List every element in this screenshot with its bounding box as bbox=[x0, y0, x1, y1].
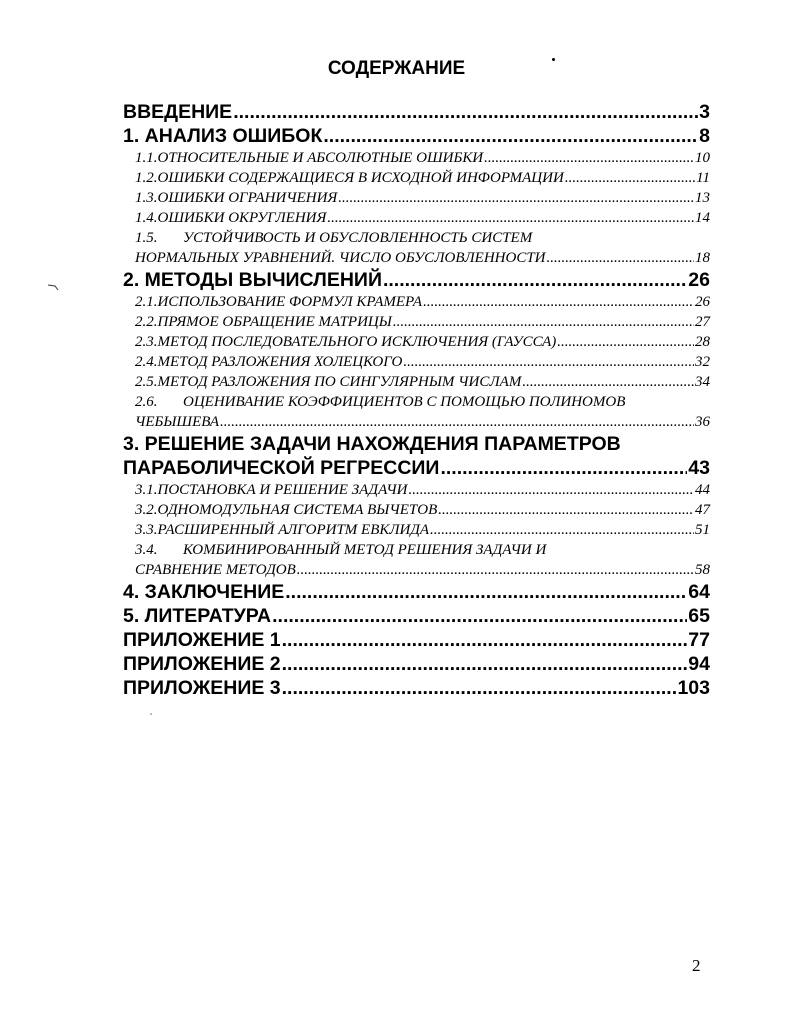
dot-leader bbox=[327, 208, 694, 228]
toc-entry-2-5[interactable] bbox=[123, 372, 710, 392]
toc-entry-label: 3. РЕШЕНИЕ ЗАДАЧИ НАХОЖДЕНИЯ ПАРАМЕТРОВ bbox=[123, 433, 621, 455]
dot-leader bbox=[282, 628, 688, 652]
toc-entry-3-4-line2[interactable] bbox=[123, 560, 710, 580]
toc-entry-label: ОШИБКИ СОДЕРЖАЩИЕСЯ В ИСХОДНОЙ ИНФОРМАЦИИ bbox=[157, 170, 564, 186]
toc-entry-page: 26 bbox=[688, 269, 710, 291]
toc-entry-3-1[interactable] bbox=[123, 480, 710, 500]
toc-entry-label: 4. ЗАКЛЮЧЕНИЕ bbox=[123, 581, 285, 603]
toc-entry-label: ПРИЛОЖЕНИЕ 1 bbox=[123, 629, 281, 651]
toc-entry-label: ПАРАБОЛИЧЕСКОЙ РЕГРЕССИИ bbox=[123, 457, 440, 479]
page-number: 2 bbox=[692, 956, 701, 975]
dot-leader bbox=[233, 100, 698, 124]
toc-entry-page: 64 bbox=[688, 581, 710, 603]
dot-leader bbox=[440, 456, 687, 480]
toc-entry-number: 3.4. bbox=[135, 542, 158, 558]
toc-entry-page: 28 bbox=[695, 334, 710, 350]
toc-entry-page: 34 bbox=[695, 374, 710, 390]
toc-entry-page: 32 bbox=[695, 354, 710, 370]
toc-entry-number: 1.2. bbox=[135, 170, 158, 186]
toc-entry-page: 14 bbox=[695, 210, 710, 226]
dot-leader bbox=[282, 652, 688, 676]
toc-entry-label: КОМБИНИРОВАННЫЙ МЕТОД РЕШЕНИЯ ЗАДАЧИ И bbox=[183, 542, 547, 558]
toc-entry-page: 44 bbox=[695, 482, 710, 498]
toc-entry-label: УСТОЙЧИВОСТЬ И ОБУСЛОВЛЕННОСТЬ СИСТЕМ bbox=[183, 230, 533, 246]
dot-leader bbox=[285, 580, 687, 604]
toc-entry-number: 2.3. bbox=[135, 334, 158, 350]
toc-entry-page: 13 bbox=[695, 190, 710, 206]
dot-leader bbox=[282, 676, 677, 700]
toc-entry-label: ПРЯМОЕ ОБРАЩЕНИЕ МАТРИЦЫ bbox=[157, 314, 392, 330]
toc-entry-section-5[interactable] bbox=[123, 604, 710, 628]
toc-entry-number: 2.1. bbox=[135, 294, 158, 310]
toc-entry-3-3[interactable] bbox=[123, 520, 710, 540]
toc-entry-label: ПРИЛОЖЕНИЕ 3 bbox=[123, 677, 281, 699]
toc-entry-appendix-1[interactable] bbox=[123, 628, 710, 652]
toc-entry-section-2[interactable] bbox=[123, 268, 710, 292]
toc-entry-page: 77 bbox=[688, 629, 710, 651]
toc-entry-label: ОДНОМОДУЛЬНАЯ СИСТЕМА ВЫЧЕТОВ bbox=[157, 502, 438, 518]
toc-entry-label: 2. МЕТОДЫ ВЫЧИСЛЕНИЙ bbox=[123, 269, 382, 291]
toc-entry-page: 58 bbox=[695, 562, 710, 578]
toc-entry-section-3-line2[interactable] bbox=[123, 456, 710, 480]
toc-entry-label: ВВЕДЕНИЕ bbox=[123, 101, 233, 123]
toc-entry-number: 2.2. bbox=[135, 314, 158, 330]
toc-entry-label: МЕТОД РАЗЛОЖЕНИЯ ХОЛЕЦКОГО bbox=[157, 354, 403, 370]
dot-leader bbox=[484, 148, 694, 168]
table-of-contents bbox=[123, 100, 710, 700]
stray-pen-mark bbox=[46, 282, 60, 292]
toc-entry-page: 51 bbox=[695, 522, 710, 538]
toc-entry-page: 47 bbox=[695, 502, 710, 518]
toc-entry-number: 3.2. bbox=[135, 502, 158, 518]
toc-entry-2-6-line1[interactable] bbox=[123, 392, 710, 412]
toc-entry-appendix-3[interactable] bbox=[123, 676, 710, 700]
toc-entry-label: СРАВНЕНИЕ МЕТОДОВ bbox=[135, 562, 296, 578]
toc-entry-label: МЕТОД ПОСЛЕДОВАТЕЛЬНОГО ИСКЛЮЧЕНИЯ (ГАУССА) bbox=[157, 334, 557, 350]
toc-entry-1-4[interactable] bbox=[123, 208, 710, 228]
toc-entry-label: ПОСТАНОВКА И РЕШЕНИЕ ЗАДАЧИ bbox=[157, 482, 408, 498]
toc-entry-number: 2.4. bbox=[135, 354, 158, 370]
toc-entry-label: ЧЕБЫШЕВА bbox=[135, 414, 219, 430]
dot-leader bbox=[547, 248, 694, 268]
toc-entry-page: 8 bbox=[699, 125, 710, 147]
dot-leader bbox=[557, 332, 694, 352]
toc-entry-label: ИСПОЛЬЗОВАНИЕ ФОРМУЛ КРАМЕРА bbox=[157, 294, 423, 310]
toc-entry-label: ОШИБКИ ОГРАНИЧЕНИЯ bbox=[157, 190, 338, 206]
toc-entry-number: 3.3. bbox=[135, 522, 158, 538]
toc-entry-2-3[interactable] bbox=[123, 332, 710, 352]
toc-entry-label: НОРМАЛЬНЫХ УРАВНЕНИЙ. ЧИСЛО ОБУСЛОВЛЕННОСТИ bbox=[135, 250, 546, 266]
toc-entry-page: 94 bbox=[688, 653, 710, 675]
toc-entry-label: РАСШИРЕННЫЙ АЛГОРИТМ ЕВКЛИДА bbox=[157, 522, 430, 538]
toc-entry-page: 43 bbox=[688, 457, 710, 479]
toc-entry-label: ОШИБКИ ОКРУГЛЕНИЯ bbox=[157, 210, 327, 226]
toc-entry-page: 27 bbox=[695, 314, 710, 330]
toc-entry-page: 10 bbox=[695, 150, 710, 166]
toc-entry-page: 36 bbox=[695, 414, 710, 430]
toc-entry-page: 3 bbox=[699, 101, 710, 123]
toc-entry-1-5-line2[interactable] bbox=[123, 248, 710, 268]
toc-entry-1-5-line1[interactable] bbox=[123, 228, 710, 248]
faint-dot-mark bbox=[150, 713, 152, 715]
toc-entry-section-4[interactable] bbox=[123, 580, 710, 604]
toc-entry-appendix-2[interactable] bbox=[123, 652, 710, 676]
toc-entry-number: 1.3. bbox=[135, 190, 158, 206]
toc-entry-number: 2.5. bbox=[135, 374, 158, 390]
dot-leader bbox=[338, 188, 694, 208]
toc-entry-3-2[interactable] bbox=[123, 500, 710, 520]
toc-entry-label: МЕТОД РАЗЛОЖЕНИЯ ПО СИНГУЛЯРНЫМ ЧИСЛАМ bbox=[157, 374, 522, 390]
dot-leader bbox=[408, 480, 694, 500]
toc-entry-2-2[interactable] bbox=[123, 312, 710, 332]
toc-entry-2-6-line2[interactable] bbox=[123, 412, 710, 432]
toc-entry-1-1[interactable] bbox=[123, 148, 710, 168]
toc-entry-page: 26 bbox=[695, 294, 710, 310]
toc-entry-2-1[interactable] bbox=[123, 292, 710, 312]
toc-entry-1-2[interactable] bbox=[123, 168, 710, 188]
dot-leader bbox=[323, 124, 698, 148]
toc-entry-number: 1.1. bbox=[135, 150, 158, 166]
page-title: СОДЕРЖАНИЕ bbox=[327, 58, 466, 79]
toc-entry-label: ПРИЛОЖЕНИЕ 2 bbox=[123, 653, 281, 675]
toc-entry-page: 18 bbox=[695, 250, 710, 266]
dot-leader bbox=[522, 372, 694, 392]
toc-entry-2-4[interactable] bbox=[123, 352, 710, 372]
dot-leader bbox=[220, 412, 694, 432]
toc-entry-section-1[interactable] bbox=[123, 124, 710, 148]
toc-entry-page: 11 bbox=[696, 170, 710, 186]
toc-entry-page: 103 bbox=[677, 677, 710, 699]
toc-entry-number: 2.6. bbox=[135, 394, 158, 410]
toc-entry-number: 3.1. bbox=[135, 482, 158, 498]
dot-leader bbox=[403, 352, 694, 372]
toc-entry-label: 5. ЛИТЕРАТУРА bbox=[123, 605, 272, 627]
toc-entry-1-3[interactable] bbox=[123, 188, 710, 208]
toc-entry-number: 1.5. bbox=[135, 230, 158, 246]
dot-leader bbox=[438, 500, 694, 520]
dot-leader bbox=[383, 268, 687, 292]
dot-leader bbox=[565, 168, 695, 188]
toc-entry-label: ОЦЕНИВАНИЕ КОЭФФИЦИЕНТОВ С ПОМОЩЬЮ ПОЛИНОМОВ bbox=[183, 394, 626, 410]
toc-entry-section-3-line1[interactable] bbox=[123, 432, 710, 456]
dot-leader bbox=[393, 312, 694, 332]
toc-entry-page: 65 bbox=[688, 605, 710, 627]
toc-entry-number: 1.4. bbox=[135, 210, 158, 226]
dot-leader bbox=[272, 604, 687, 628]
dot-leader bbox=[423, 292, 694, 312]
toc-entry-intro[interactable] bbox=[123, 100, 710, 124]
toc-entry-label: 1. АНАЛИЗ ОШИБОК bbox=[123, 125, 323, 147]
toc-entry-3-4-line1[interactable] bbox=[123, 540, 710, 560]
dot-leader bbox=[430, 520, 694, 540]
toc-entry-label: ОТНОСИТЕЛЬНЫЕ И АБСОЛЮТНЫЕ ОШИБКИ bbox=[157, 150, 484, 166]
dot-leader bbox=[297, 560, 694, 580]
